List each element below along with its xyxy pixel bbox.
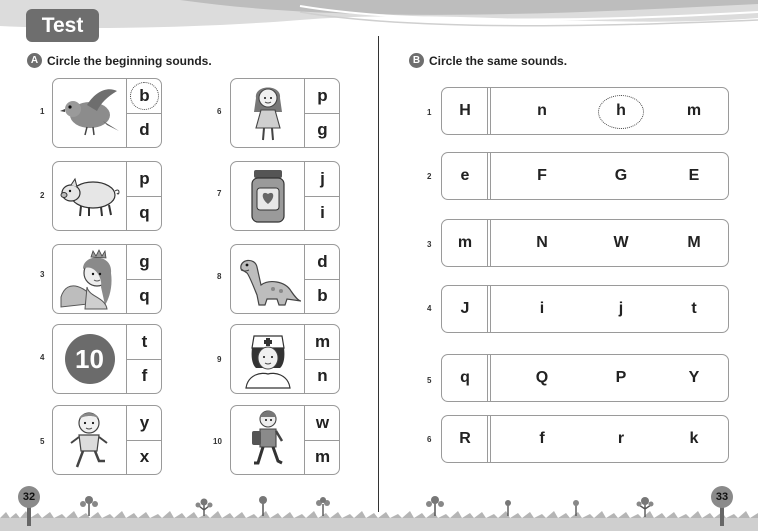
bottom-letter[interactable]: q	[139, 286, 150, 305]
option-letter[interactable]: M	[687, 234, 701, 251]
row-number: 2	[427, 172, 432, 181]
page-divider	[378, 36, 379, 512]
section-a-badge: A	[27, 53, 42, 68]
top-letter[interactable]: m	[314, 332, 331, 351]
item-number: 10	[213, 437, 222, 446]
option-letter[interactable]: i	[539, 300, 545, 317]
bottom-letter[interactable]: n	[317, 366, 328, 385]
option-letter[interactable]: G	[614, 167, 628, 184]
girl-icon	[231, 79, 304, 147]
top-letter[interactable]: j	[320, 169, 325, 188]
flower-icon	[77, 494, 101, 516]
boy-icon	[53, 406, 126, 474]
lead-letter: J	[460, 300, 470, 317]
page-number-left: 32	[18, 486, 40, 508]
sound-card-9	[230, 324, 340, 394]
same-sound-row-4	[441, 285, 729, 333]
same-sound-row-1	[441, 87, 729, 135]
top-letter[interactable]: g	[139, 252, 150, 271]
option-letter[interactable]: P	[615, 369, 627, 386]
option-letter[interactable]: W	[613, 234, 629, 251]
sound-card-3	[52, 244, 162, 314]
section-a-heading	[27, 53, 212, 68]
page-number-right: 33	[711, 486, 733, 508]
same-sound-row-3	[441, 219, 729, 267]
flower-icon	[193, 496, 215, 516]
row-number: 1	[427, 108, 432, 117]
sound-card-6	[230, 78, 340, 148]
lead-letter: q	[460, 369, 470, 386]
sound-card-4	[52, 324, 162, 394]
option-letter[interactable]: t	[691, 300, 697, 317]
top-letter[interactable]: t	[141, 332, 148, 351]
bottom-letter[interactable]: i	[320, 203, 325, 222]
walking-boy-icon	[231, 406, 304, 474]
lead-letter: m	[457, 234, 473, 251]
item-number: 7	[217, 189, 222, 198]
item-number: 8	[217, 272, 222, 281]
option-letter[interactable]: n	[537, 102, 547, 119]
tree-trunk-icon	[719, 506, 725, 526]
same-sound-row-5	[441, 354, 729, 402]
sound-card-10	[230, 405, 340, 475]
item-number: 4	[40, 353, 45, 362]
bottom-letter[interactable]: b	[317, 286, 328, 305]
option-letter[interactable]: N	[536, 234, 548, 251]
bottom-letter[interactable]: q	[139, 203, 150, 222]
flower-icon	[500, 498, 516, 516]
flower-icon	[633, 495, 657, 517]
option-letter[interactable]: Y	[688, 369, 700, 386]
section-b-instruction: Circle the same sounds.	[429, 53, 568, 68]
item-number: 6	[217, 107, 222, 116]
ten-number-text: 10	[65, 334, 115, 384]
test-title-tab: Test	[26, 9, 99, 42]
lead-letter: R	[459, 430, 471, 447]
option-letter[interactable]: f	[539, 430, 545, 447]
jam-jar-icon	[231, 162, 304, 230]
same-sound-row-2	[441, 152, 729, 200]
flower-icon	[423, 494, 447, 516]
pig-icon	[53, 162, 126, 230]
row-number: 5	[427, 376, 432, 385]
option-letter[interactable]: h	[616, 102, 626, 119]
option-letter[interactable]: j	[618, 300, 624, 317]
sound-card-2	[52, 161, 162, 231]
item-number: 5	[40, 437, 45, 446]
princess-icon	[53, 245, 126, 313]
header-swoosh	[0, 0, 758, 40]
answer-circle	[130, 82, 159, 110]
section-b-badge: B	[409, 53, 424, 68]
top-letter[interactable]: p	[317, 86, 328, 105]
bottom-letter[interactable]: x	[139, 447, 150, 466]
sound-card-1	[52, 78, 162, 148]
option-letter[interactable]: k	[689, 430, 699, 447]
item-number: 9	[217, 355, 222, 364]
top-letter[interactable]: d	[317, 252, 328, 271]
section-a-instruction: Circle the beginning sounds.	[47, 53, 212, 68]
flower-icon	[568, 498, 584, 516]
bird-icon	[53, 79, 126, 147]
row-number: 4	[427, 304, 432, 313]
flower-icon	[253, 494, 273, 516]
ten-number-icon	[53, 325, 126, 393]
tree-trunk-icon	[26, 506, 32, 526]
option-letter[interactable]: F	[537, 167, 547, 184]
bottom-letter[interactable]: g	[317, 120, 328, 139]
dinosaur-icon	[231, 245, 304, 313]
option-letter[interactable]: E	[688, 167, 700, 184]
item-number: 2	[40, 191, 45, 200]
section-b-heading	[409, 53, 567, 68]
sound-card-5	[52, 405, 162, 475]
row-number: 6	[427, 435, 432, 444]
lead-letter: H	[459, 102, 471, 119]
option-letter[interactable]: r	[617, 430, 625, 447]
same-sound-row-6	[441, 415, 729, 463]
bottom-letter[interactable]: m	[314, 447, 331, 466]
flower-icon	[312, 496, 334, 516]
top-letter[interactable]: p	[139, 169, 150, 188]
option-letter[interactable]: m	[686, 102, 702, 119]
bottom-letter[interactable]: d	[139, 120, 150, 139]
sound-card-7	[230, 161, 340, 231]
sound-card-8	[230, 244, 340, 314]
top-letter[interactable]: y	[139, 413, 150, 432]
top-letter[interactable]: b	[139, 86, 150, 105]
item-number: 1	[40, 107, 45, 116]
lead-letter: e	[460, 167, 470, 184]
top-letter[interactable]: w	[315, 413, 330, 432]
item-number: 3	[40, 270, 45, 279]
row-number: 3	[427, 240, 432, 249]
option-letter[interactable]: Q	[535, 369, 549, 386]
nurse-icon	[231, 325, 304, 393]
bottom-letter[interactable]: f	[141, 366, 148, 385]
